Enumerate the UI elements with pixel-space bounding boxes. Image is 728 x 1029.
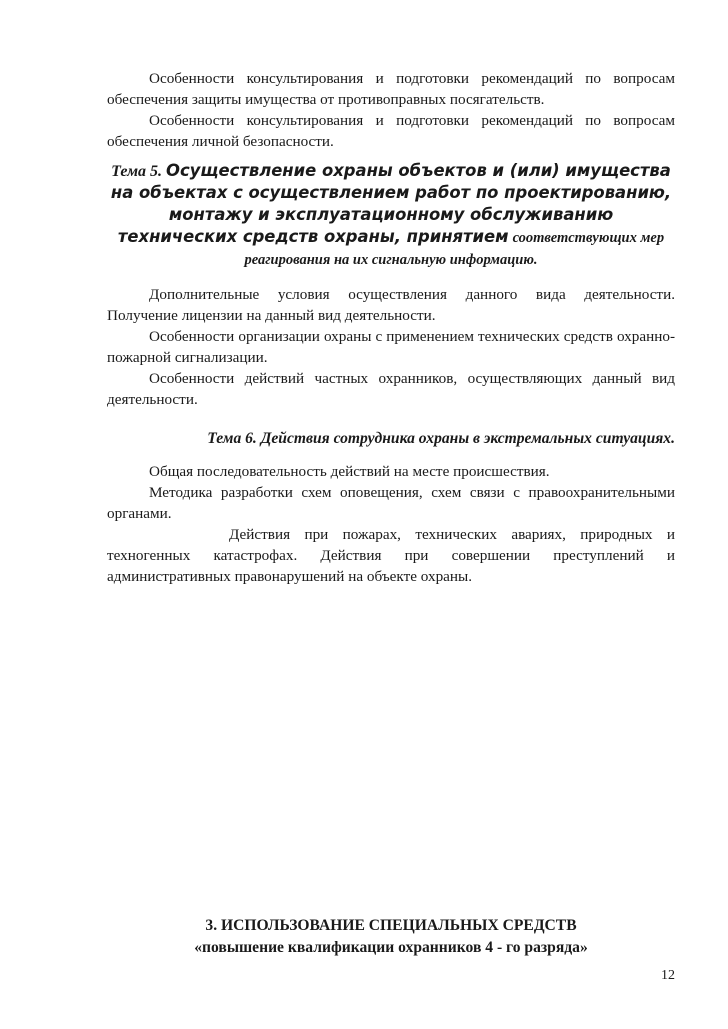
paragraph: Особенности консультирования и подготовки рекомендаций по вопросам обеспечения личной безопасности. <box>107 112 675 150</box>
topic5-title-tail: соответствующих мер реагирования на их сигнальную информацию. <box>244 230 665 268</box>
paragraph: Действия при пожарах, технических авариях, природных и техногенных катастрофах. Действия при совершении преступлений и административных правонарушений на объекте охраны. <box>107 526 675 585</box>
paragraph: Особенности организации охраны с применением технических средств охранно-пожарной сигнализации. <box>107 328 675 366</box>
topic5-lead: Тема 5. <box>111 163 163 180</box>
topic4-tail <box>107 68 675 152</box>
paragraph: Особенности консультирования и подготовки рекомендаций по вопросам обеспечения защиты имущества от противоправных посягательств. <box>107 70 675 108</box>
paragraph: Методика разработки схем оповещения, схем связи с правоохранительными органами. <box>107 484 675 522</box>
topic6-body <box>107 461 675 587</box>
topic5-body <box>107 284 675 410</box>
topic5-title <box>107 160 675 271</box>
section-title: 3. ИСПОЛЬЗОВАНИЕ СПЕЦИАЛЬНЫХ СРЕДСТВ <box>205 917 577 934</box>
section-subtitle: «повышение квалификации охранников 4 - го разряда» <box>194 939 588 956</box>
topic5-title-main: Осуществление охраны объектов и (или) имущества на объектах с осуществлением работ по проектированию, монтажу и эксплуатационному обслуживанию технических средств охраны, принятием <box>110 161 672 246</box>
paragraph: Общая последовательность действий на месте происшествия. <box>149 463 550 480</box>
paragraph: Дополнительные условия осуществления данного вида деятельности. Получение лицензии на данный вид деятельности. <box>107 286 675 324</box>
page-number: 12 <box>661 968 675 983</box>
topic6-title: Тема 6. Действия сотрудника охраны в экстремальных ситуациях. <box>207 430 675 447</box>
topic6-heading <box>107 428 675 449</box>
topic5-heading <box>107 160 675 271</box>
paragraph: Особенности действий частных охранников, осуществляющих данный вид деятельности. <box>107 370 675 408</box>
